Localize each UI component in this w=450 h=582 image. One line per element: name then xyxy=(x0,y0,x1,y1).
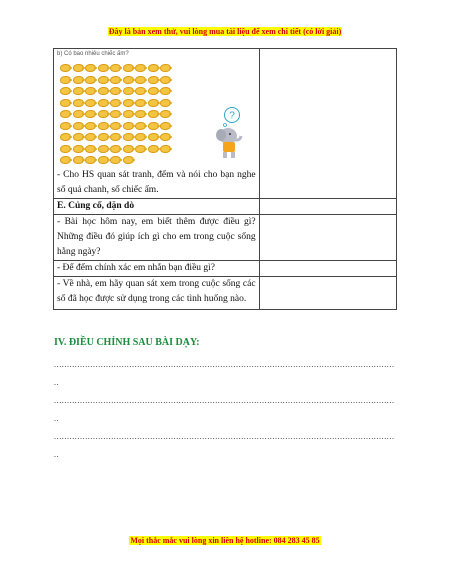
counting-figure xyxy=(57,58,256,168)
kettle-icon xyxy=(110,64,121,72)
table-row xyxy=(54,49,397,199)
kettle-icon xyxy=(110,76,121,84)
observe-instruction: - Cho HS quan sát tranh, đếm và nói cho bạn nghe số quả chanh, số chiếc ấm. xyxy=(57,170,256,195)
kettle-row xyxy=(60,121,210,133)
kettle-icon xyxy=(110,87,121,95)
kettle-icon xyxy=(110,99,121,107)
empty-cell xyxy=(259,277,396,310)
kettle-row xyxy=(60,98,210,110)
kettle-grid xyxy=(60,63,210,167)
dotted-line-end: .. xyxy=(54,378,60,387)
kettle-icon xyxy=(98,133,109,141)
preview-banner-text: Đây là bản xem thử, vui lòng mua tài liệu để xem chi tiết (có lời giải) xyxy=(108,27,342,36)
kettle-icon xyxy=(160,99,171,107)
table-row xyxy=(54,277,397,310)
kettle-row xyxy=(60,86,210,98)
empty-cell xyxy=(259,215,396,261)
table-row xyxy=(54,261,397,277)
kettle-icon xyxy=(135,145,146,153)
kettle-icon xyxy=(148,99,159,107)
kettle-icon xyxy=(110,122,121,130)
counting-tip: - Để đếm chính xác em nhắn bạn điều gì? xyxy=(54,261,260,277)
section-e-heading: E. Củng cố, dặn dò xyxy=(54,199,260,215)
kettle-icon xyxy=(85,145,96,153)
kettle-row xyxy=(60,132,210,144)
kettle-icon xyxy=(85,76,96,84)
kettle-icon xyxy=(148,145,159,153)
kettle-icon xyxy=(73,87,84,95)
kettle-icon xyxy=(60,122,71,130)
dotted-line-end: .. xyxy=(54,414,60,423)
homework-text: - Về nhà, em hãy quan sát xem trong cuộc sống các số đã học được sử dụng trong các tình huống nào. xyxy=(54,277,260,310)
kettle-icon xyxy=(123,64,134,72)
kettle-icon xyxy=(148,87,159,95)
empty-cell xyxy=(259,199,396,215)
kettle-icon xyxy=(73,156,84,164)
kettle-icon xyxy=(135,76,146,84)
kettle-icon xyxy=(123,110,134,118)
kettle-icon xyxy=(85,87,96,95)
table-row xyxy=(54,199,397,215)
dotted-line: ................................................................................................................................... xyxy=(54,360,395,369)
kettle-icon xyxy=(123,76,134,84)
kettle-icon xyxy=(73,122,84,130)
kettle-icon xyxy=(98,122,109,130)
kettle-icon xyxy=(123,122,134,130)
kettle-icon xyxy=(148,64,159,72)
kettle-icon xyxy=(160,133,171,141)
kettle-icon xyxy=(73,76,84,84)
preview-banner xyxy=(0,27,450,36)
kettle-icon xyxy=(160,145,171,153)
kettle-icon xyxy=(123,133,134,141)
lesson-question: - Bài học hôm nay, em biết thêm được điều gì? Những điều đó giúp ích gì cho em trong cuộc sống hằng ngày? xyxy=(54,215,260,261)
kettle-icon xyxy=(135,99,146,107)
kettle-icon xyxy=(135,64,146,72)
kettle-icon xyxy=(73,145,84,153)
kettle-icon xyxy=(160,87,171,95)
dotted-line: ................................................................................................................................... xyxy=(54,432,395,441)
kettle-icon xyxy=(148,133,159,141)
kettle-icon xyxy=(123,99,134,107)
kettle-icon xyxy=(148,122,159,130)
kettle-icon xyxy=(160,110,171,118)
figure-cell xyxy=(54,49,260,199)
kettle-icon xyxy=(85,99,96,107)
kettle-icon xyxy=(60,76,71,84)
kettle-icon xyxy=(148,76,159,84)
kettle-icon xyxy=(98,76,109,84)
dotted-line: ................................................................................................................................... xyxy=(54,396,395,405)
kettle-icon xyxy=(73,133,84,141)
kettle-icon xyxy=(135,133,146,141)
lesson-table xyxy=(53,48,397,310)
kettle-icon xyxy=(98,145,109,153)
kettle-icon xyxy=(135,122,146,130)
kettle-icon xyxy=(60,110,71,118)
kettle-icon xyxy=(60,156,71,164)
kettle-icon xyxy=(98,99,109,107)
kettle-icon xyxy=(85,64,96,72)
kettle-icon xyxy=(85,156,96,164)
kettle-icon xyxy=(148,110,159,118)
kettle-icon xyxy=(123,145,134,153)
question-mark: ? xyxy=(229,110,235,122)
kettle-icon xyxy=(85,133,96,141)
hotline-text: Mọi thắc mắc vui lòng xin liên hệ hotline: 084 283 45 85 xyxy=(130,536,320,545)
empty-cell xyxy=(259,261,396,277)
kettle-icon xyxy=(85,110,96,118)
kettle-icon xyxy=(123,156,134,164)
kettle-icon xyxy=(160,76,171,84)
kettle-icon xyxy=(73,110,84,118)
kettle-icon xyxy=(73,64,84,72)
kettle-icon xyxy=(98,87,109,95)
kettle-row xyxy=(60,109,210,121)
dotted-line-end: .. xyxy=(54,450,60,459)
kettle-icon xyxy=(110,133,121,141)
kettle-icon xyxy=(98,64,109,72)
table-row xyxy=(54,215,397,261)
kettle-icon xyxy=(160,122,171,130)
kettle-icon xyxy=(60,87,71,95)
section-iv-title: IV. ĐIỀU CHỈNH SAU BÀI DẠY: xyxy=(54,337,200,348)
kettle-icon xyxy=(60,64,71,72)
figure-caption: b) Có bao nhiêu chiếc ấm? xyxy=(57,51,129,57)
kettle-row xyxy=(60,155,210,167)
kettle-icon xyxy=(60,133,71,141)
kettle-icon xyxy=(110,156,121,164)
elephant-icon xyxy=(210,106,256,161)
kettle-icon xyxy=(123,87,134,95)
kettle-icon xyxy=(60,99,71,107)
kettle-icon xyxy=(73,99,84,107)
kettle-icon xyxy=(110,110,121,118)
empty-cell xyxy=(259,49,396,199)
kettle-icon xyxy=(98,156,109,164)
hotline-banner xyxy=(0,536,450,545)
kettle-icon xyxy=(85,122,96,130)
kettle-row xyxy=(60,144,210,156)
kettle-row xyxy=(60,63,210,75)
kettle-icon xyxy=(135,87,146,95)
kettle-icon xyxy=(98,110,109,118)
kettle-icon xyxy=(110,145,121,153)
kettle-icon xyxy=(60,145,71,153)
kettle-row xyxy=(60,75,210,87)
kettle-icon xyxy=(135,110,146,118)
kettle-icon xyxy=(160,64,171,72)
